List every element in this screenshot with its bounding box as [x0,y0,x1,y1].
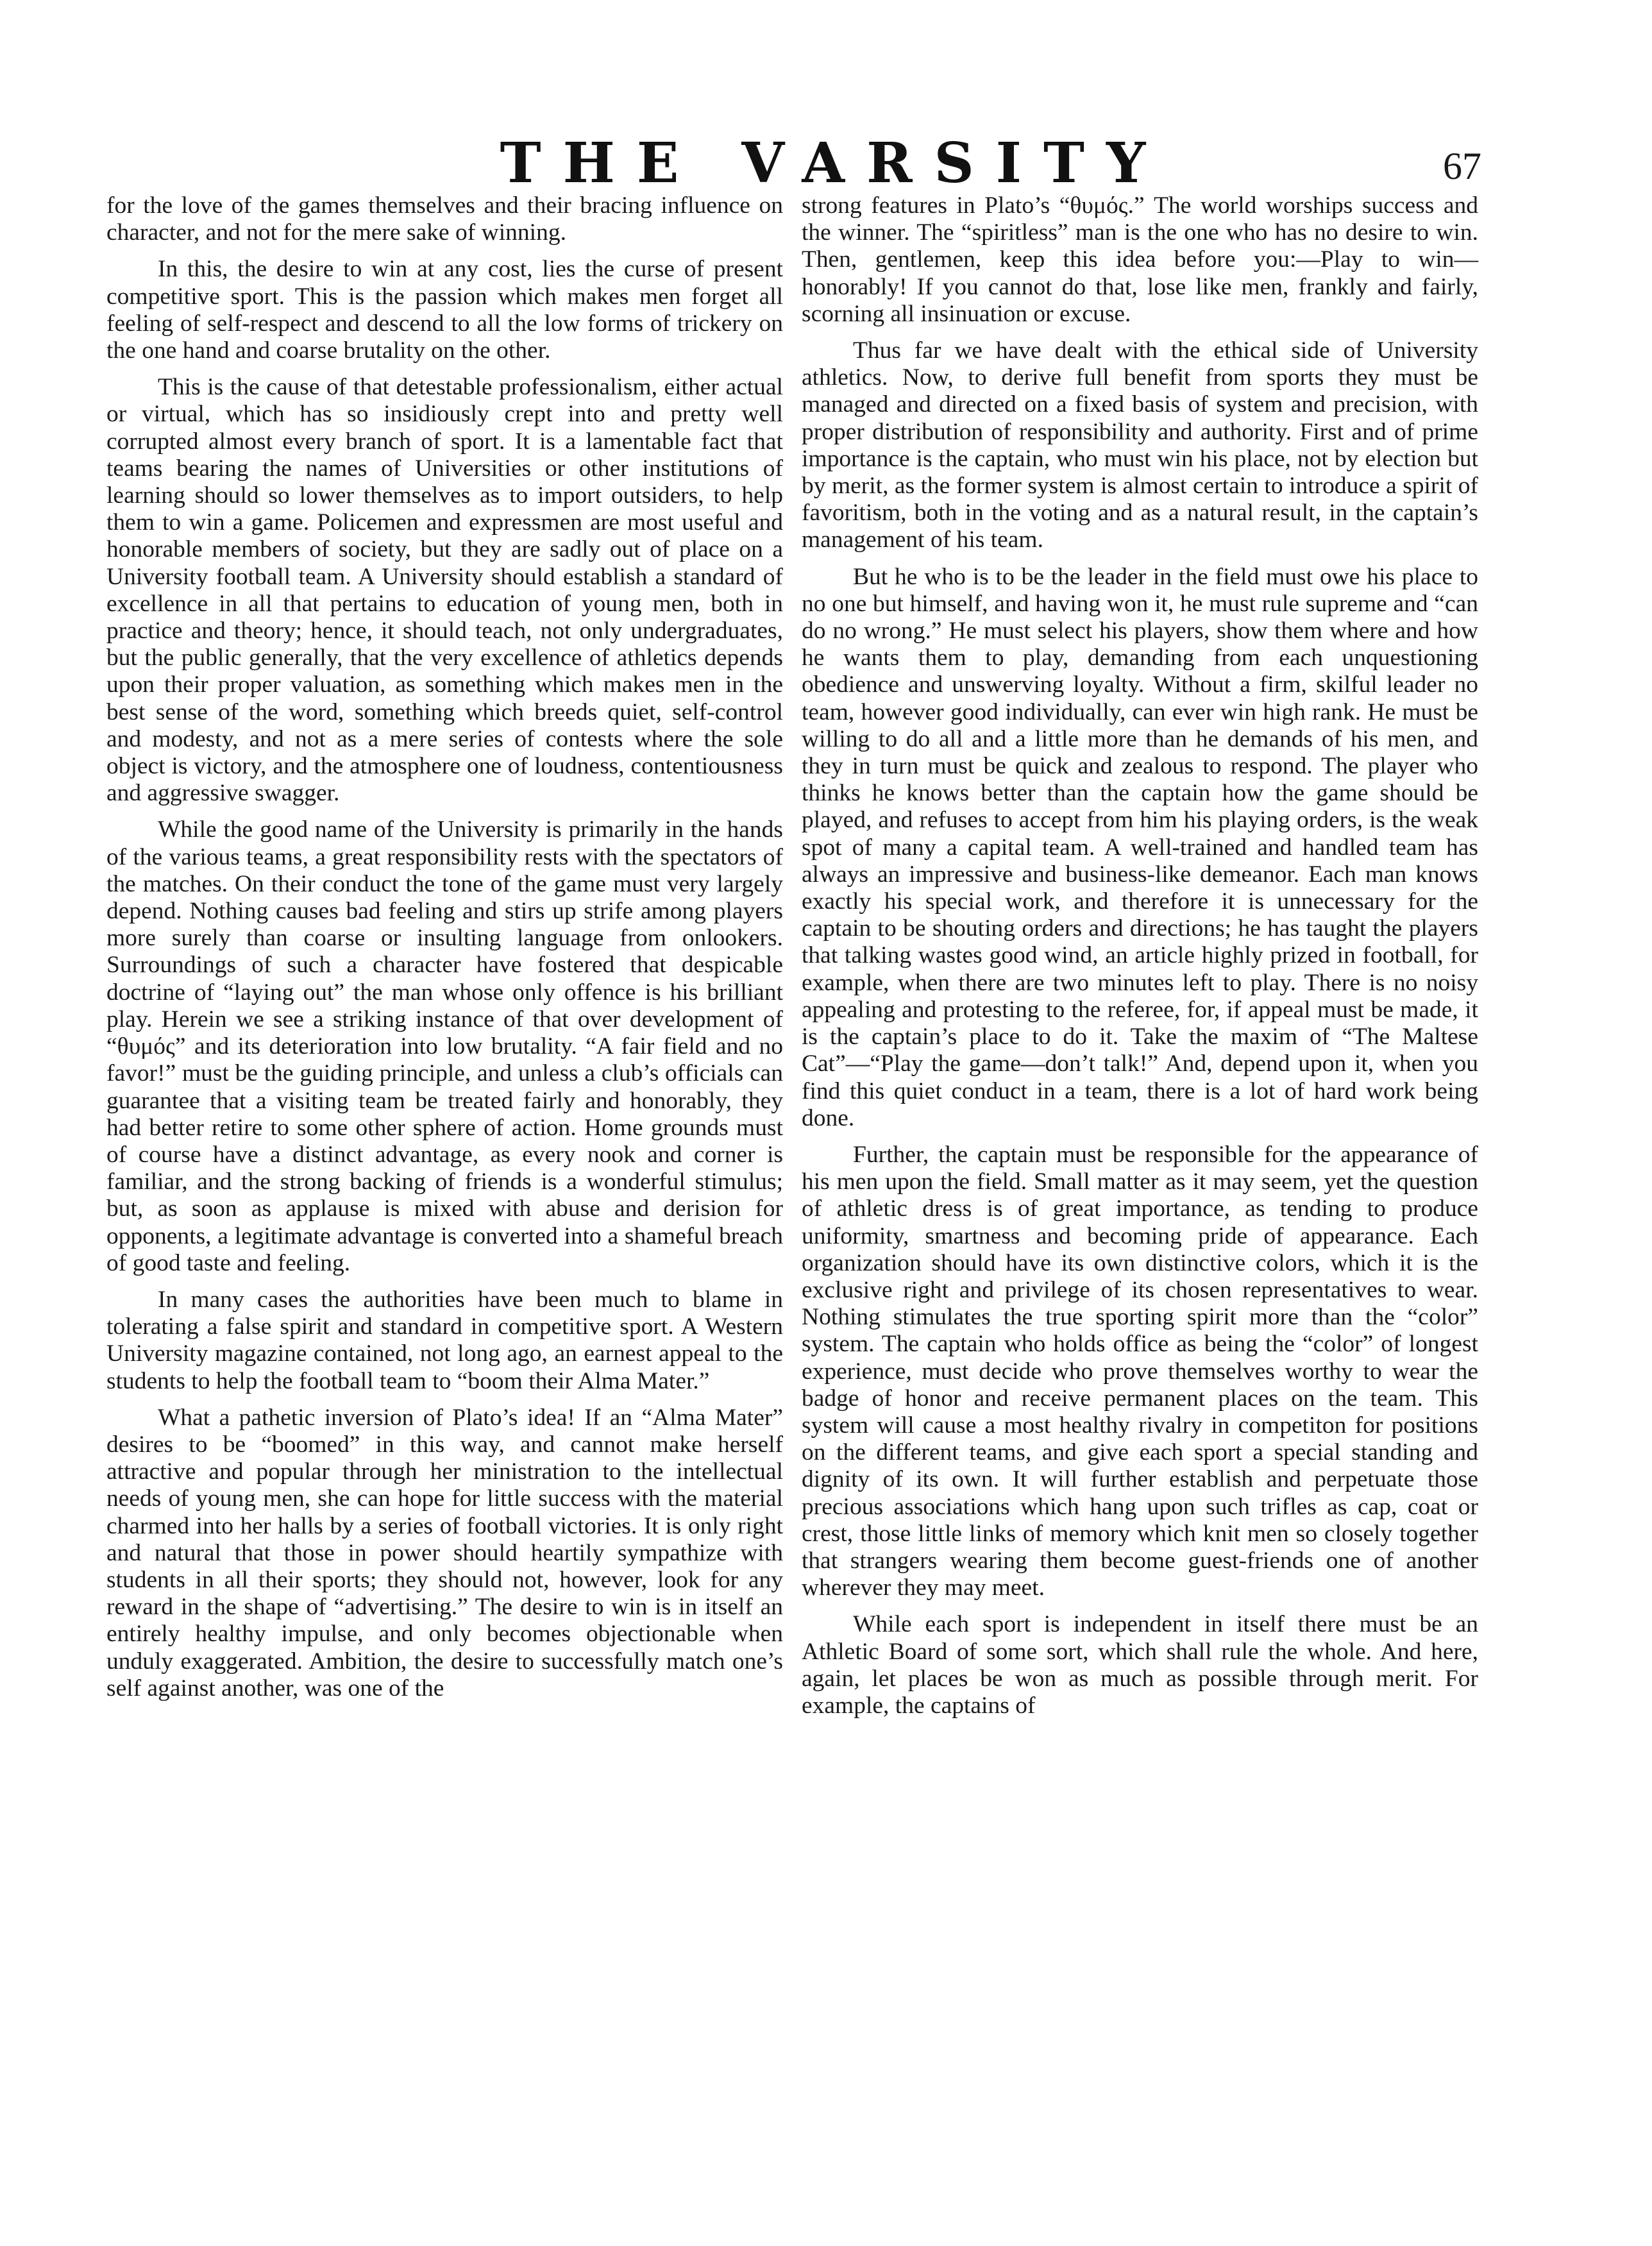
paragraph: This is the cause of that detestable professionalism, either actual or virtual, which has so insidiously crept into and pretty well corrupted almost every branch of sport. It is a lamentable fact that teams bearing the names of Universities or other institutions of learning should so lower themselves as to import outsiders, to help them to win a game. Policemen and expressmen are most useful and honorable members of society, but they are sadly out of place on a University football team. A University should establish a standard of excellence in all that pertains to education of young men, both in practice and theory; hence, it should teach, not only undergraduates, but the public generally, that the very excellence of athletics depends upon their proper valuation, as something which makes men in the best sense of the word, something which breeds quiet, self-control and modesty, and not as a mere series of contests where the sole object is victory, and the atmosphere one of loudness, contentiousness and aggressive swagger. [106,374,783,807]
left-column [106,192,783,1712]
paragraph: In this, the desire to win at any cost, lies the curse of present competitive sport. This is the passion which makes men forget all feeling of self-respect and descend to all the low forms of trickery on the one hand and coarse brutality on the other. [106,256,783,364]
paragraph: While the good name of the University is primarily in the hands of the various teams, a great responsibility rests with the spectators of the matches. On their conduct the tone of the game must very largely depend. Nothing causes bad feeling and stirs up strife among players more surely than coarse or insulting language from onlookers. Surroundings of such a character have fostered that despicable doctrine of “laying out” the man whose only offence is his brilliant play. Herein we see a striking instance of that over development of “θυμός” and its deterioration into low brutality. “A fair field and no favor!” must be the guiding principle, and unless a club’s officials can guarantee that a visiting team be treated fairly and honorably, they had better retire to some other sphere of action. Home grounds must of course have a distinct advantage, as every nook and corner is familiar, and the strong backing of friends is a wonderful stimulus; but, as soon as applause is mixed with abuse and derision for opponents, a legitimate advantage is converted into a shameful breach of good taste and feeling. [106,816,783,1276]
paragraph: While each sport is independent in itself there must be an Athletic Board of some sort, which shall rule the whole. And here, again, let places be won as much as possible through merit. For example, the captains of [802,1611,1478,1719]
paragraph: But he who is to be the leader in the field must owe his place to no one but himself, and having won it, he must rule supreme and “can do no wrong.” He must select his players, show them where and how he wants them to play, demanding from each unquestioning obedience and unswerving loyalty. Without a firm, skilful leader no team, however good individually, can ever win high rank. He must be willing to do all and a little more than he demands of his men, and they in turn must be quick and zealous to respond. The player who thinks he knows better than the captain how the game should be played, and refuses to accept from him his playing orders, is the weak spot of many a capital team. A well-trained and handled team has always an impressive and business-like demeanor. Each man knows exactly his special work, and therefore it is unnecessary for the captain to be shouting orders and directions; he has taught the players that talking wastes good wind, an article highly prized in football, for example, when there are two minutes left to play. There is no noisy appealing and protesting to the referee, for, if appeal must be made, it is the captain’s place to do it. Take the maxim of “The Maltese Cat”—“Play the game—don’t talk!” And, depend upon it, when you find this quiet conduct in a team, there is a lot of hard work being done. [802,563,1478,1131]
masthead [0,128,1652,199]
paragraph: What a pathetic inversion of Plato’s idea! If an “Alma Mater” desires to be “boomed” in this way, and cannot make herself attractive and popular through her ministration to the intellectual needs of young men, she can hope for little success with the material charmed into her halls by a series of football victories. It is only right and natural that those in power should heartily sympathize with students in all their sports; they should not, however, look for any reward in the shape of “advertising.” The desire to win is in itself an entirely healthy impulse, and only becomes objectionable when unduly exaggerated. Ambition, the desire to successfully match one’s self against another, was one of the [106,1404,783,1701]
right-column [802,192,1478,1729]
paragraph: for the love of the games themselves and their bracing influence on character, and not for the mere sake of winning. [106,192,783,246]
paragraph: strong features in Plato’s “θυμός.” The world worships success and the winner. The “spiritless” man is the one who has no desire to win. Then, gentlemen, keep this idea before you:—Play to win—honorably! If you cannot do that, lose like men, frankly and fairly, scorning all insinuation or excuse. [802,192,1478,327]
paragraph: In many cases the authorities have been much to blame in tolerating a false spirit and standard in competitive sport. A Western University magazine contained, not long ago, an earnest appeal to the students to help the football team to “boom their Alma Mater.” [106,1286,783,1394]
paragraph: Thus far we have dealt with the ethical side of University athletics. Now, to derive full benefit from sports they must be managed and directed on a fixed basis of system and precision, with proper distribution of responsibility and authority. First and of prime importance is the captain, who must win his place, not by election but by merit, as the former system is almost certain to introduce a spirit of favoritism, both in the voting and as a natural result, in the captain’s management of his team. [802,337,1478,553]
journal-title: THE VARSITY [500,131,1168,196]
paragraph: Further, the captain must be responsible for the appearance of his men upon the field. Small matter as it may seem, yet the question of athletic dress is of great importance, as tending to produce uniformity, smartness and becoming pride of appearance. Each organization should have its own distinctive colors, which it is the exclusive right and privilege of its chosen representatives to wear. Nothing stimulates the true sporting spirit more than the “color” system. The captain who holds office as being the “color” of longest experience, must decide who prove themselves worthy to wear the badge of honor and receive permanent places on the team. This system will cause a most healthy rivalry in competiton for positions on the different teams, and give each sport a special standing and dignity of its own. It will further establish and perpetuate those precious associations which hang upon such trifles as cap, coat or crest, those little links of memory which knit men so closely together that strangers wearing them become guest-friends one of another wherever they may meet. [802,1141,1478,1601]
page-number: 67 [1443,145,1481,187]
